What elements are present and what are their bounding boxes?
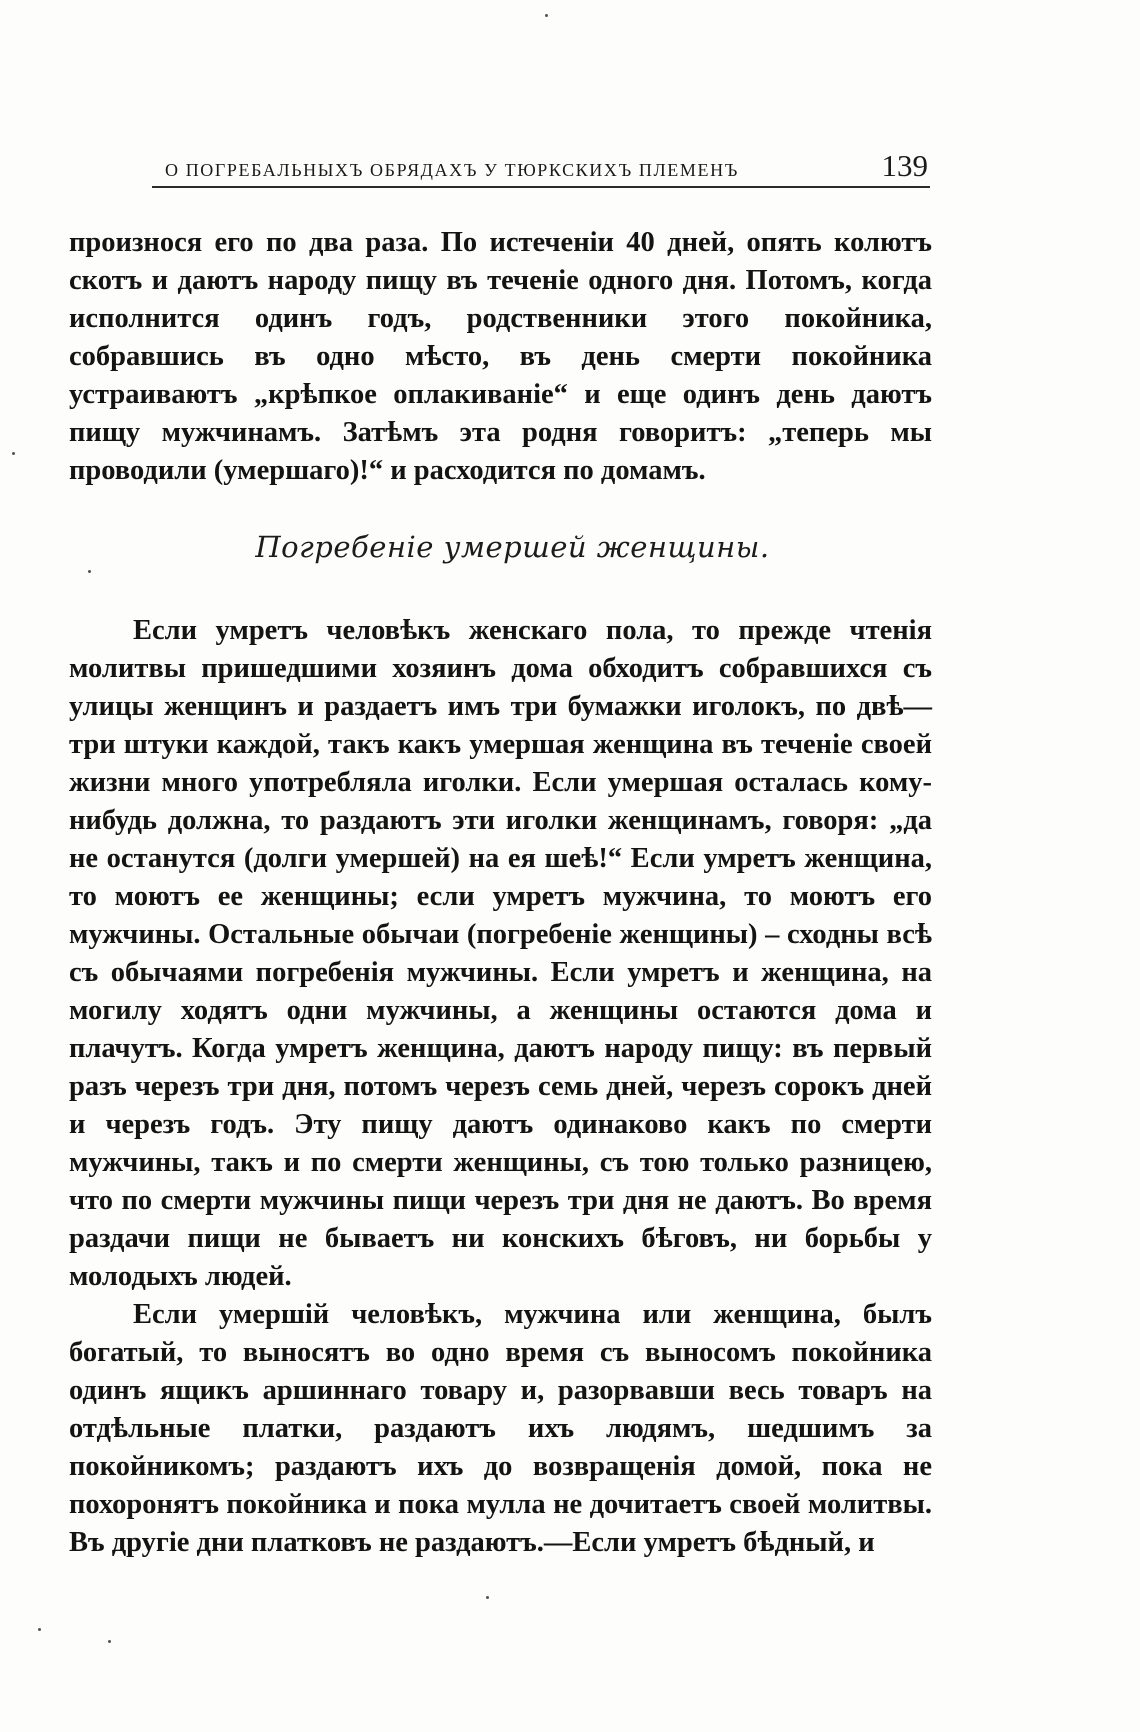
- print-speck: [38, 1628, 41, 1631]
- page-number: 139: [881, 148, 928, 183]
- page-header: [152, 136, 930, 188]
- print-speck: [545, 14, 548, 17]
- section-heading: Погребеніе умершей женщины.: [255, 530, 770, 564]
- paragraph: Если умретъ человѣкъ женскаго пола, то прежде чтенія молитвы пришедшими хозяинъ дома обходитъ собравшихся съ улицы женщинъ и раздаетъ имъ три бумажки иголокъ, по двѣ—три штуки каждой, такъ какъ умершая женщина въ теченіе своей жизни много употребляла иголки. Если умершая осталась кому-нибудь должна, то раздаютъ эти иголки женщинамъ, говоря: „да не останутся (долги умершей) на ея шеѣ!“ Если умретъ женщина, то моютъ ее женщины; если умретъ мужчина, то моютъ его мужчины. Остальные обычаи (погребеніе женщины) – сходны всѣ съ обычаями погребенія мужчины. Если умретъ и женщина, на могилу ходятъ одни мужчины, а женщины остаются дома и плачутъ. Когда умретъ женщина, даютъ народу пищу: въ первый разъ черезъ три дня, потомъ черезъ семь дней, черезъ сорокъ дней и черезъ годъ. Эту пищу даютъ одинаково какъ по смерти мужчины, такъ и по смерти женщины, съ тою только разницею, что по смерти мужчины пищи черезъ три дня не даютъ. Во время раздачи пищи не бываетъ ни конскихъ бѣговъ, ни борьбы у молодыхъ людей.: [69, 615, 932, 1292]
- print-speck: [88, 570, 91, 573]
- paragraph: Если умершій человѣкъ, мужчина или женщина, былъ богатый, то выносятъ во одно время съ выносомъ покойника одинъ ящикъ аршиннаго товару и, разорвавши весь товаръ на отдѣльные платки, раздаютъ ихъ людямъ, шедшимъ за покойникомъ; раздаютъ ихъ до возвращенія домой, пока не похоронятъ покойника и пока мулла не дочитаетъ своей молитвы. Въ другіе дни платковъ не раздаютъ.—Если умретъ бѣдный, и: [69, 1299, 932, 1558]
- paragraph-continued: произнося его по два раза. По истеченіи 40 дней, опять колютъ скотъ и даютъ народу пищу въ теченіе одного дня. Потомъ, когда исполнится одинъ годъ, родственники этого покойника, собравшись въ одно мѣсто, въ день смерти покойника устраиваютъ „крѣпкое оплакиваніе“ и еще одинъ день даютъ пищу мужчинамъ. Затѣмъ эта родня говоритъ: „теперь мы проводили (умершаго)!“ и расходится по домамъ.: [69, 227, 932, 486]
- page-body: [69, 224, 932, 1562]
- print-speck: [108, 1640, 111, 1643]
- print-speck: [486, 1596, 489, 1599]
- print-speck: [12, 452, 15, 455]
- running-title: О ПОГРЕБАЛЬНЫХЪ ОБРЯДАХЪ У ТЮРКСКИХЪ ПЛЕМЕНЪ: [165, 160, 739, 180]
